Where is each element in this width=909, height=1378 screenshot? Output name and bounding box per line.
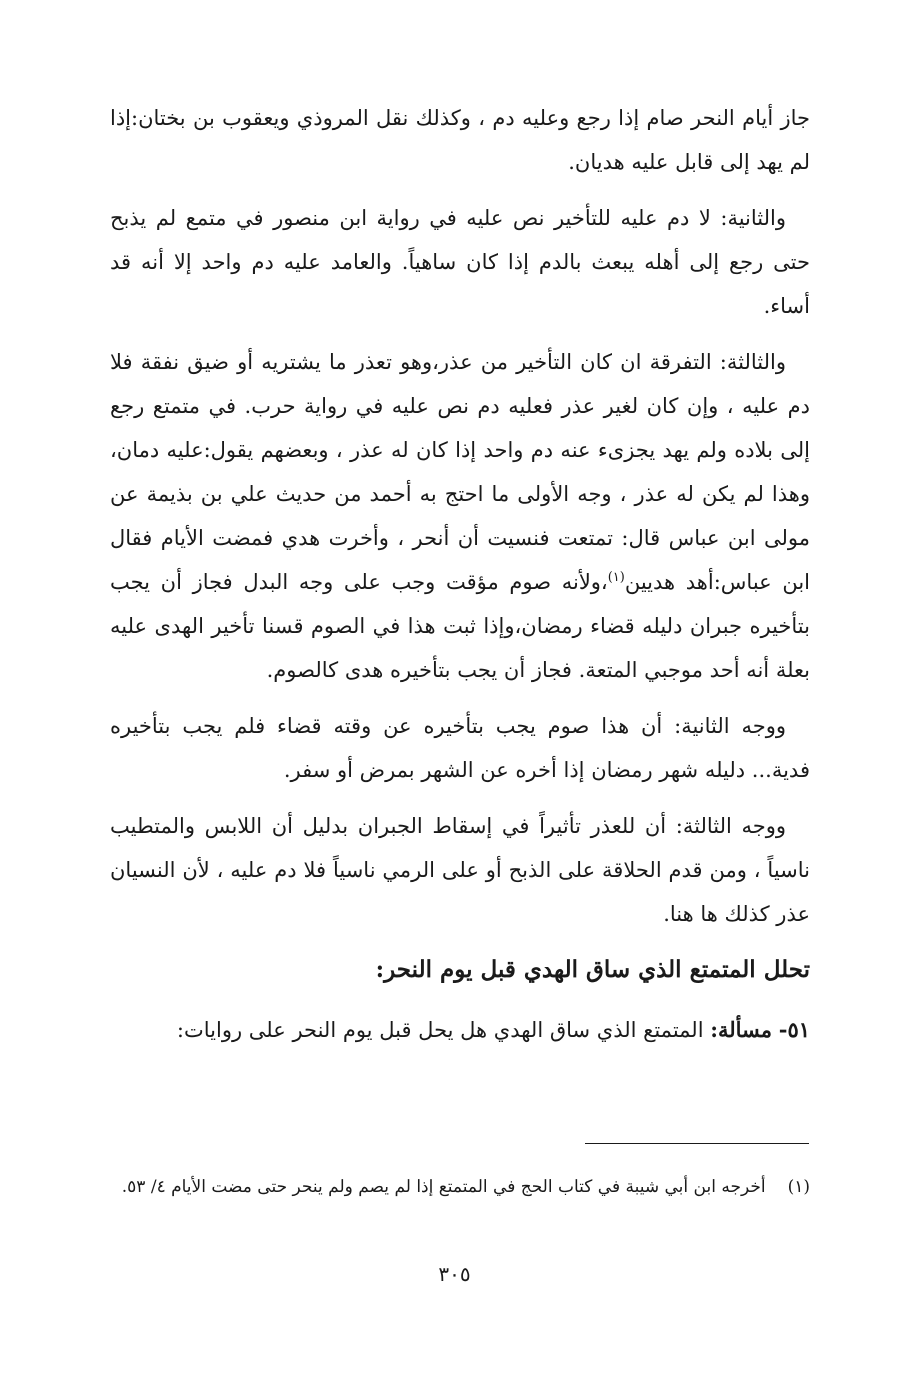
page-body (110, 96, 810, 1052)
page-number: ٣٠٥ (438, 1262, 471, 1286)
paragraph-third-narration (110, 340, 810, 692)
third-text-before-note: والثالثة: التفرقة ان كان التأخير من عذر،وهو تعذر ما يشتريه أو ضيق نفقة فلا دم عليه ، وإن كان لغير عذر فعليه دم نص عليه في رواية حرب. في متمتع رجع إلى بلاده ولم يهد يجزىء عنه دم واحد إذا كان له عذر ، وبعضهم يقول:عليه دمان، وهذا لم يكن له عذر ، وجه الأولى ما احتج به أحمد من حديث علي بن بذيمة عن مولى ابن عباس قال: تمتعت فنسيت أن أنحر ، وأخرت هدي فمضت الأيام فقال ابن عباس:أهد هديين (110, 350, 811, 594)
third-text-after-note: ،ولأنه صوم مؤقت وجب على وجه البدل فجاز أن يجب بتأخيره جبران دليله قضاء رمضان،وإذا ثبت هذا في الصوم قسنا تأخير الهدى عليه بعلة أنه أحد موجبي المتعة. فجاز أن يجب بتأخيره هدى كالصوم. (110, 570, 810, 682)
issue-number: ٥١- (778, 1017, 810, 1042)
footnote (110, 1170, 810, 1204)
section-heading: تحلل المتمتع الذي ساق الهدي قبل يوم النحر: (375, 956, 810, 983)
footnote-number: (١) (787, 1177, 810, 1197)
issue-paragraph (110, 1008, 810, 1052)
paragraph-second-argument: ووجه الثانية: أن هذا صوم يجب بتأخيره عن وقته قضاء فلم يجب بتأخيره فدية... دليله شهر رمضان إذا أخره عن الشهر بمرض أو سفر. (110, 714, 810, 782)
footnote-divider (585, 1143, 809, 1144)
issue-text: المتمتع الذي ساق الهدي هل يحل قبل يوم النحر على روايات: (176, 1018, 704, 1042)
footnote-text: أخرجه ابن أبي شيبة في كتاب الحج في المتمتع إذا لم يصم ولم ينحر حتى مضت الأيام ٤/ ٥٣. (121, 1177, 766, 1197)
paragraph-third-argument: ووجه الثالثة: أن للعذر تأثيراً في إسقاط الجبران بدليل أن اللابس والمتطيب ناسياً ، ومن قدم الحلاقة على الذبح أو على الرمي ناسياً فلا دم عليه ، لأن النسيان عذر كذلك ها هنا. (110, 814, 810, 926)
issue-label: مسألة: (710, 1017, 773, 1042)
paragraph-opening: جاز أيام النحر صام إذا رجع وعليه دم ، وكذلك نقل المروذي ويعقوب بن بختان:إذا لم يهد إلى قابل عليه هديان. (110, 106, 810, 174)
footnote-reference[interactable]: (١) (607, 570, 625, 585)
paragraph-second-narration: والثانية: لا دم عليه للتأخير نص عليه في رواية ابن منصور في متمع لم يذبح حتى رجع إلى أهله يبعث بالدم إذا كان ساهياً. والعامد عليه دم واحد إلا أنه قد أساء. (110, 206, 810, 318)
